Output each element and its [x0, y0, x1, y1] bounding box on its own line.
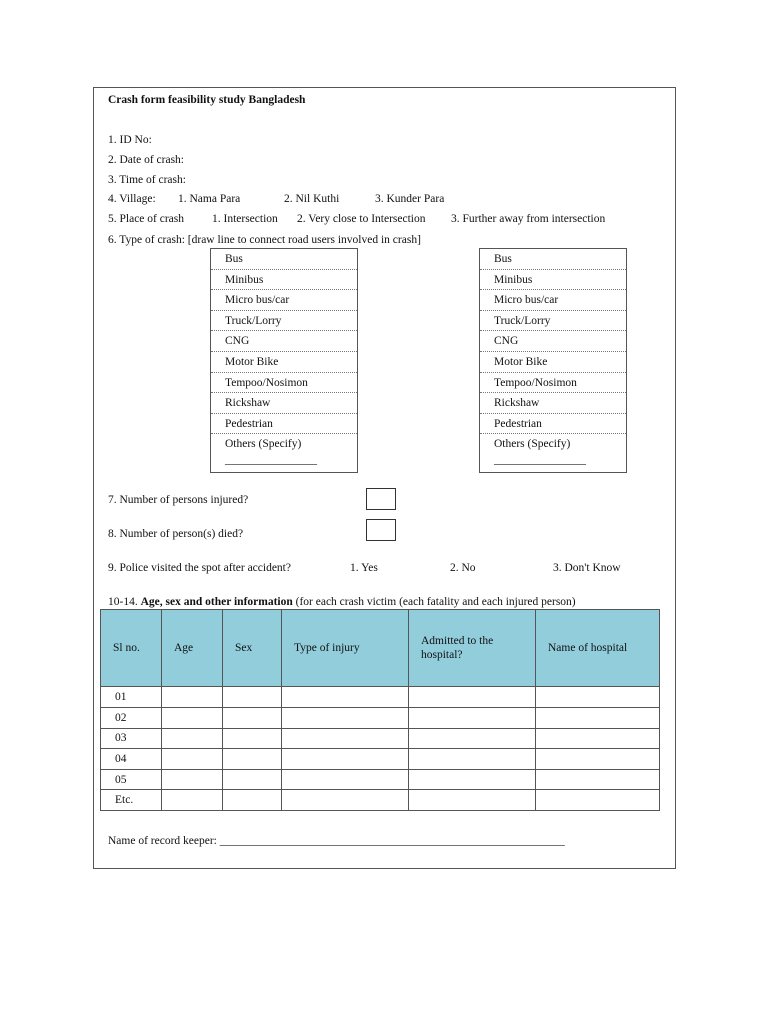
vehicle-item: Pedestrian — [480, 414, 626, 435]
crash-type-label: 6. Type of crash: [draw line to connect road users involved in crash] — [108, 234, 421, 246]
vehicle-item-others — [211, 434, 357, 472]
place-option-1: 1. Intersection — [212, 213, 278, 225]
died-count-box[interactable] — [366, 519, 396, 541]
age-cell[interactable] — [162, 790, 223, 811]
injured-count-box[interactable] — [366, 488, 396, 510]
age-cell[interactable] — [162, 728, 223, 749]
admitted-cell[interactable] — [409, 749, 536, 770]
died-label: 8. Number of person(s) died? — [108, 528, 244, 540]
specify-blank: ________________ — [225, 454, 317, 467]
id-no-field: 1. ID No: — [108, 134, 152, 146]
hospital-cell[interactable] — [536, 790, 660, 811]
col-admitted: Admitted to the hospital? — [409, 610, 536, 687]
col-type-of-injury: Type of injury — [282, 610, 409, 687]
vehicle-item: Truck/Lorry — [480, 311, 626, 332]
victim-info-heading — [108, 596, 576, 608]
police-option-dont-know: 3. Don't Know — [553, 562, 621, 574]
time-field: 3. Time of crash: — [108, 174, 186, 186]
row-number: 03 — [101, 728, 162, 749]
row-number: 01 — [101, 687, 162, 708]
victim-table — [100, 609, 660, 811]
village-option-1: 1. Nama Para — [178, 193, 241, 205]
sex-cell[interactable] — [223, 687, 282, 708]
hospital-cell[interactable] — [536, 769, 660, 790]
vehicle-item: Motor Bike — [480, 352, 626, 373]
table-row — [101, 769, 660, 790]
vehicle-item: Minibus — [211, 270, 357, 291]
victim-info-prefix: 10-14. — [108, 596, 138, 608]
admitted-cell[interactable] — [409, 790, 536, 811]
place-option-2: 2. Very close to Intersection — [297, 213, 426, 225]
vehicle-item: Rickshaw — [211, 393, 357, 414]
injury-cell[interactable] — [282, 769, 409, 790]
hospital-cell[interactable] — [536, 708, 660, 729]
sex-cell[interactable] — [223, 769, 282, 790]
record-keeper-field: Name of record keeper: ____________________________________________________________ — [108, 835, 565, 847]
table-row — [101, 790, 660, 811]
vehicle-item: Bus — [480, 249, 626, 270]
victim-info-rest: (for each crash victim (each fatality and each injured person) — [295, 596, 576, 608]
sex-cell[interactable] — [223, 749, 282, 770]
age-cell[interactable] — [162, 769, 223, 790]
others-label: Others (Specify) — [494, 438, 571, 451]
police-label: 9. Police visited the spot after accident? — [108, 562, 291, 574]
village-option-2: 2. Nil Kuthi — [284, 193, 340, 205]
vehicle-list-left — [210, 248, 358, 473]
sex-cell[interactable] — [223, 708, 282, 729]
vehicle-list-right — [479, 248, 627, 473]
row-number: Etc. — [101, 790, 162, 811]
police-option-no: 2. No — [450, 562, 476, 574]
col-sex: Sex — [223, 610, 282, 687]
injury-cell[interactable] — [282, 687, 409, 708]
row-number: 05 — [101, 769, 162, 790]
others-label: Others (Specify) — [225, 438, 302, 451]
injury-cell[interactable] — [282, 708, 409, 729]
admitted-cell[interactable] — [409, 728, 536, 749]
table-row — [101, 687, 660, 708]
injury-cell[interactable] — [282, 790, 409, 811]
injury-cell[interactable] — [282, 728, 409, 749]
vehicle-item: Tempoo/Nosimon — [480, 373, 626, 394]
admitted-cell[interactable] — [409, 687, 536, 708]
col-sl-no: Sl no. — [101, 610, 162, 687]
age-cell[interactable] — [162, 708, 223, 729]
table-row — [101, 708, 660, 729]
table-header-row — [101, 610, 660, 687]
village-option-3: 3. Kunder Para — [375, 193, 445, 205]
admitted-cell[interactable] — [409, 708, 536, 729]
place-option-3: 3. Further away from intersection — [451, 213, 606, 225]
admitted-cell[interactable] — [409, 769, 536, 790]
date-field: 2. Date of crash: — [108, 154, 184, 166]
injury-cell[interactable] — [282, 749, 409, 770]
vehicle-item: Motor Bike — [211, 352, 357, 373]
sex-cell[interactable] — [223, 790, 282, 811]
vehicle-item: CNG — [480, 331, 626, 352]
place-label: 5. Place of crash — [108, 213, 184, 225]
vehicle-item: Truck/Lorry — [211, 311, 357, 332]
vehicle-item: Tempoo/Nosimon — [211, 373, 357, 394]
injured-label: 7. Number of persons injured? — [108, 494, 249, 506]
col-age: Age — [162, 610, 223, 687]
police-option-yes: 1. Yes — [350, 562, 378, 574]
vehicle-item: Minibus — [480, 270, 626, 291]
age-cell[interactable] — [162, 749, 223, 770]
vehicle-item: Micro bus/car — [480, 290, 626, 311]
age-cell[interactable] — [162, 687, 223, 708]
vehicle-item: Rickshaw — [480, 393, 626, 414]
vehicle-item-others — [480, 434, 626, 472]
vehicle-item: CNG — [211, 331, 357, 352]
specify-blank: ________________ — [494, 454, 586, 467]
row-number: 04 — [101, 749, 162, 770]
vehicle-item: Bus — [211, 249, 357, 270]
table-row — [101, 749, 660, 770]
sex-cell[interactable] — [223, 728, 282, 749]
vehicle-item: Pedestrian — [211, 414, 357, 435]
row-number: 02 — [101, 708, 162, 729]
table-row — [101, 728, 660, 749]
vehicle-item: Micro bus/car — [211, 290, 357, 311]
hospital-cell[interactable] — [536, 749, 660, 770]
hospital-cell[interactable] — [536, 728, 660, 749]
form-title: Crash form feasibility study Bangladesh — [108, 94, 306, 106]
victim-info-bold: Age, sex and other information — [140, 596, 293, 608]
col-hospital-name: Name of hospital — [536, 610, 660, 687]
hospital-cell[interactable] — [536, 687, 660, 708]
village-label: 4. Village: — [108, 193, 156, 205]
